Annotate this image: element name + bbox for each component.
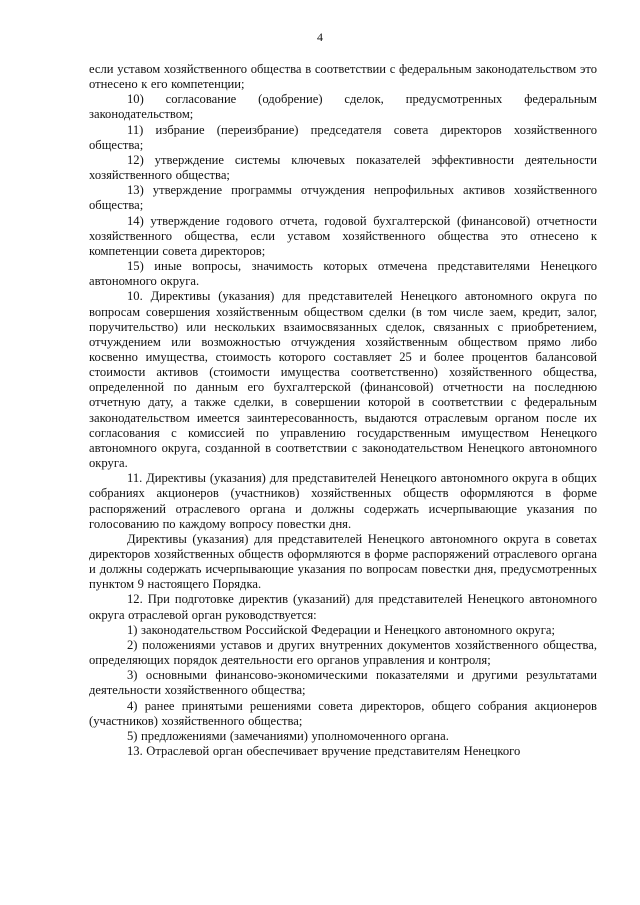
paragraph: 5) предложениями (замечаниями) уполномоченного органа. [127, 728, 449, 743]
paragraph: 13. Отраслевой орган обеспечивает вручение представителям Ненецкого [127, 744, 521, 759]
paragraph: 1) законодательством Российской Федерации и Ненецкого автономного округа; [127, 622, 555, 637]
paragraph: 12) утверждение системы ключевых показателей эффективности деятельности хозяйственного общества; [89, 152, 597, 183]
paragraph: 11. Директивы (указания) для представителей Ненецкого автономного округа в общих собраниях акционеров (участников) хозяйственных обществ оформляются в форме распоряжений отраслевого органа и должны содержать исчерпывающие указания по голосованию по каждому вопросу повестки дня. [89, 471, 597, 531]
paragraph: 4) ранее принятыми решениями совета директоров, общего собрания акционеров (участников) хозяйственного общества; [89, 698, 597, 728]
paragraph: 10) согласование (одобрение) сделок, предусмотренных федеральным законодательством; [89, 92, 597, 122]
paragraph: Директивы (указания) для представителей Ненецкого автономного округа в советах директоров хозяйственных обществ оформляются в форме распоряжений отраслевого органа и должны содержать исчерпывающие указания по вопросам повестки дня, предусмотренных пунктом 9 настоящего Порядка. [89, 531, 597, 592]
document-body [89, 62, 597, 759]
paragraph: 13) утверждение программы отчуждения непрофильных активов хозяйственного общества; [89, 183, 597, 213]
paragraph: 15) иные вопросы, значимость которых отмечена представителями Ненецкого автономного округа. [89, 259, 597, 289]
paragraph: 11) избрание (переизбрание) председателя совета директоров хозяйственного общества; [89, 122, 597, 152]
paragraph: если уставом хозяйственного общества в соответствии с федеральным законодательством это отнесено к его компетенции; [89, 62, 597, 92]
paragraph: 10. Директивы (указания) для представителей Ненецкого автономного округа по вопросам совершения хозяйственным обществом сделки (в том числе заем, кредит, залог, поручительство) или нескольких взаимосвязанных сделок, связанных с приобретением, отчуждением или возможностью отчуждения хозяйственным обществом прямо либо косвенно имущества, стоимость которого составляет 25 и более процентов балансовой стоимости активов (стоимости имущества соответственно) хозяйственного общества, определенной по данным его бухгалтерской (финансовой) отчетности на последнюю отчетную дату, а также сделки, в совершении которой в соответствии с федеральным законодательством имеется заинтересованность, выдаются отраслевым органом после их согласования с комиссией по управлению государственным имуществом Ненецкого автономного округа, созданной в соответствии с законодательством Ненецкого автономного округа. [89, 289, 597, 471]
paragraph: 12. При подготовке директив (указаний) для представителей Ненецкого автономного округа отраслевой орган руководствуется: [89, 592, 597, 622]
paragraph: 14) утверждение годового отчета, годовой бухгалтерской (финансовой) отчетности хозяйственного общества, если уставом хозяйственного общества это отнесено к компетенции совета директоров; [89, 213, 597, 258]
paragraph: 3) основными финансово-экономическими показателями и другими результатами деятельности хозяйственного общества; [89, 668, 597, 698]
page-number: 4 [317, 30, 323, 44]
paragraph: 2) положениями уставов и других внутренних документов хозяйственного общества, определяющих порядок деятельности его органов управления и контроля; [89, 637, 597, 668]
